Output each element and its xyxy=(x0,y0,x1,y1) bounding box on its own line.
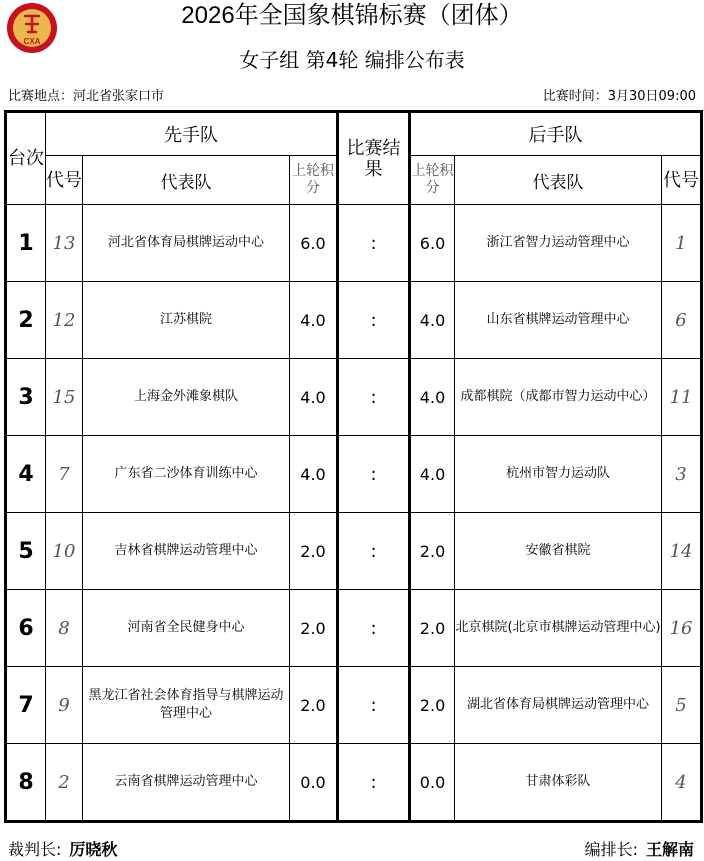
home-code: 12 xyxy=(46,282,83,359)
away-last-score: 4.0 xyxy=(410,359,455,436)
away-last-score: 0.0 xyxy=(410,744,455,822)
time-info: 比赛时间：3月30日09:00 xyxy=(542,89,696,104)
home-team-name: 吉林省棋牌运动管理中心 xyxy=(83,513,290,590)
board-number: 3 xyxy=(6,359,46,436)
away-code: 14 xyxy=(662,513,702,590)
table-row xyxy=(6,667,702,744)
scheduler-label: 编排长: xyxy=(584,840,638,859)
home-last-score: 4.0 xyxy=(290,436,338,513)
referee-signature xyxy=(8,840,117,860)
home-team-name: 江苏棋院 xyxy=(83,282,290,359)
home-code: 13 xyxy=(46,205,83,282)
home-team-name: 河南省全民健身中心 xyxy=(83,590,290,667)
match-result: : xyxy=(338,513,410,590)
board-number: 1 xyxy=(6,205,46,282)
logo-text: CXA xyxy=(23,37,41,46)
away-code: 6 xyxy=(662,282,702,359)
table-row xyxy=(6,359,702,436)
match-result: : xyxy=(338,359,410,436)
home-last-score: 2.0 xyxy=(290,667,338,744)
home-score-header: 上轮积分 xyxy=(290,156,338,205)
home-last-score: 4.0 xyxy=(290,359,338,436)
home-team-name-header: 代表队 xyxy=(83,156,290,205)
board-number: 7 xyxy=(6,667,46,744)
away-team-name: 甘肃体彩队 xyxy=(455,744,662,822)
scheduler-signature xyxy=(585,840,694,860)
away-score-header: 上轮积分 xyxy=(410,156,455,205)
board-column-header: 台次 xyxy=(6,112,46,205)
board-number: 6 xyxy=(6,590,46,667)
away-code-header: 代号 xyxy=(662,156,702,205)
table-row xyxy=(6,513,702,590)
away-team-name: 北京棋院(北京市棋牌运动管理中心) xyxy=(455,590,662,667)
home-code: 7 xyxy=(46,436,83,513)
away-code: 4 xyxy=(662,744,702,822)
away-last-score: 4.0 xyxy=(410,436,455,513)
referee-name: 厉晓秋 xyxy=(69,840,118,859)
home-code: 15 xyxy=(46,359,83,436)
home-last-score: 2.0 xyxy=(290,513,338,590)
home-team-header: 先手队 xyxy=(46,112,338,156)
result-column-header: 比赛结果 xyxy=(338,112,410,205)
home-team-name: 云南省棋牌运动管理中心 xyxy=(83,744,290,822)
away-team-name: 杭州市智力运动队 xyxy=(455,436,662,513)
home-code: 2 xyxy=(46,744,83,822)
pairing-table xyxy=(4,110,703,823)
home-last-score: 0.0 xyxy=(290,744,338,822)
venue-info: 比赛地点：河北省张家口市 xyxy=(8,89,165,104)
match-result: : xyxy=(338,436,410,513)
away-last-score: 2.0 xyxy=(410,667,455,744)
match-result: : xyxy=(338,590,410,667)
match-result: : xyxy=(338,667,410,744)
away-code: 5 xyxy=(662,667,702,744)
home-last-score: 2.0 xyxy=(290,590,338,667)
away-last-score: 2.0 xyxy=(410,590,455,667)
match-result: : xyxy=(338,282,410,359)
home-code: 8 xyxy=(46,590,83,667)
away-last-score: 4.0 xyxy=(410,282,455,359)
away-team-name: 安徽省棋院 xyxy=(455,513,662,590)
away-code: 3 xyxy=(662,436,702,513)
away-team-name: 成都棋院（成都市智力运动中心） xyxy=(455,359,662,436)
page-title: 2026年全国象棋锦标赛（团体） xyxy=(181,2,523,29)
away-team-name: 山东省棋牌运动管理中心 xyxy=(455,282,662,359)
board-number: 2 xyxy=(6,282,46,359)
away-team-name-header: 代表队 xyxy=(455,156,662,205)
table-row xyxy=(6,436,702,513)
away-team-name: 湖北省体育局棋牌运动管理中心 xyxy=(455,667,662,744)
match-result: : xyxy=(338,205,410,282)
table-row xyxy=(6,282,702,359)
home-team-name: 广东省二沙体育训练中心 xyxy=(83,436,290,513)
away-code: 11 xyxy=(662,359,702,436)
match-result: : xyxy=(338,744,410,822)
scheduler-name: 王解南 xyxy=(645,840,694,859)
home-code: 10 xyxy=(46,513,83,590)
away-last-score: 6.0 xyxy=(410,205,455,282)
home-team-name: 河北省体育局棋牌运动中心 xyxy=(83,205,290,282)
referee-label: 裁判长: xyxy=(8,840,62,859)
board-number: 5 xyxy=(6,513,46,590)
table-row xyxy=(6,590,702,667)
away-last-score: 2.0 xyxy=(410,513,455,590)
home-last-score: 4.0 xyxy=(290,282,338,359)
home-code-header: 代号 xyxy=(46,156,83,205)
board-number: 8 xyxy=(6,744,46,822)
page-subtitle: 女子组 第4轮 编排公布表 xyxy=(239,48,465,72)
away-team-name: 浙江省智力运动管理中心 xyxy=(455,205,662,282)
table-row xyxy=(6,744,702,822)
home-team-name: 上海金外滩象棋队 xyxy=(83,359,290,436)
home-code: 9 xyxy=(46,667,83,744)
away-code: 16 xyxy=(662,590,702,667)
board-number: 4 xyxy=(6,436,46,513)
home-last-score: 6.0 xyxy=(290,205,338,282)
home-team-name: 黑龙江省社会体育指导与棋牌运动管理中心 xyxy=(83,667,290,744)
away-code: 1 xyxy=(662,205,702,282)
away-team-header: 后手队 xyxy=(410,112,702,156)
table-row xyxy=(6,205,702,282)
